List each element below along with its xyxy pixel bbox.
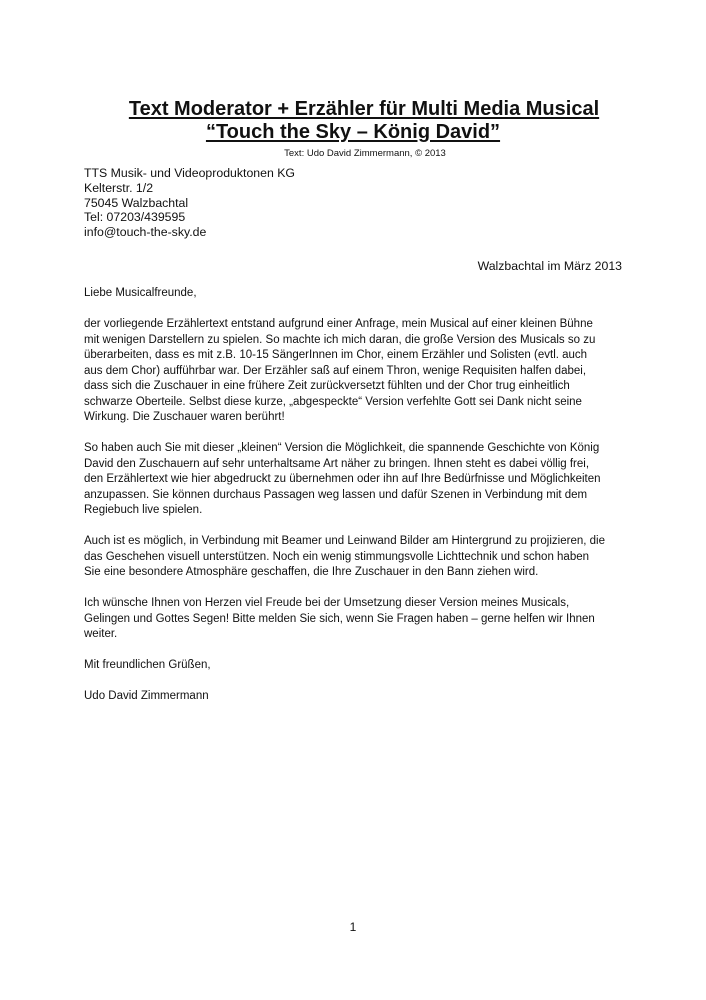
paragraph-line: Wirkung. Die Zuschauer waren berührt! (84, 411, 285, 423)
paragraph-line: Sie eine besondere Atmosphäre geschaffen, die Ihre Zuschauer in den Bann ziehen wird. (84, 566, 539, 578)
letter-body (84, 286, 629, 720)
address-street: Kelterstr. 1/2 (84, 180, 154, 195)
paragraph-line: anzupassen. Sie können durchaus Passagen weg lassen und dafür Szenen in Verbindung mit dem (84, 488, 588, 501)
paragraph-line: das Geschehen visuell unterstützen. Noch ein wenig stimmungsvolle Lichttechnik und schon haben (84, 550, 590, 563)
paragraph-line: weiter. (84, 628, 118, 640)
page-number: 1 (349, 920, 357, 934)
sender-address (84, 166, 295, 240)
paragraph-1 (84, 317, 629, 426)
paragraph-line: schwarze Oberteile. Selbst diese kurze, „abgespeckte“ Version verfehlte Gott sei Dank nicht seine (84, 395, 582, 408)
paragraph-2 (84, 441, 629, 519)
paragraph-4 (84, 596, 629, 643)
address-phone: Tel: 07203/439595 (84, 210, 186, 225)
address-email: info@touch-the-sky.de (84, 225, 207, 240)
paragraph-line: den Erzählertext wie hier abgedruckt zu übernehmen oder ihn auf Ihre Bedürfnisse und Möglichkeiten (84, 473, 601, 485)
address-company: TTS Musik- und Videoproduktonen KG (84, 166, 295, 180)
paragraph-line: der vorliegende Erzählertext entstand aufgrund einer Anfrage, mein Musical auf einer kleinen Bühne (84, 318, 593, 330)
paragraph-line: Ich wünsche Ihnen von Herzen viel Freude bei der Umsetzung dieser Version meines Musicals, (84, 597, 570, 609)
document-title-musical-name: “Touch the Sky – König David” (205, 121, 501, 143)
paragraph-line: dass sich die Zuschauer in eine frühere Zeit zurückversetzt fühlten und der Chor trug einheitlich (84, 380, 570, 392)
signature: Udo David Zimmermann (84, 690, 209, 702)
paragraph-line: überarbeiten, dass es mit z.B. 10-15 SängerInnen im Chor, einem Erzähler und Solisten (evtl. auch (84, 349, 588, 361)
paragraph-3 (84, 534, 629, 581)
paragraph-line: Regiebuch live spielen. (84, 504, 203, 516)
closing: Mit freundlichen Grüßen, (84, 659, 211, 671)
document-title: Text Moderator + Erzähler für Multi Media Musical (128, 98, 600, 120)
paragraph-line: mit wenigen Darstellern zu spielen. So machte ich mich daran, die große Version des Musicals so zu (84, 333, 596, 346)
salutation: Liebe Musicalfreunde, (84, 287, 197, 299)
title-block (60, 98, 646, 160)
paragraph-line: aus dem Chor) aufführbar war. Der Erzähler saß auf einem Thron, wenige Requisiten halfen dabei, (84, 364, 587, 377)
date-line: Walzbachtal im März 2013 (477, 259, 622, 273)
paragraph-line: Gelingen und Gottes Segen! Bitte melden Sie sich, wenn Sie Fragen haben – gerne helfen wir Ihnen (84, 612, 595, 625)
paragraph-line: So haben auch Sie mit dieser „kleinen“ Version die Möglichkeit, die spannende Geschichte von König (84, 442, 600, 454)
document-subtitle: Text: Udo David Zimmermann, © 2013 (284, 148, 446, 159)
paragraph-line: David den Zuschauern auf sehr unterhaltsame Art näher zu bringen. Ihnen steht es dabei völlig frei, (84, 457, 590, 470)
paragraph-line: Auch ist es möglich, in Verbindung mit Beamer und Leinwand Bilder am Hintergrund zu projizieren, die (84, 535, 605, 547)
address-city: 75045 Walzbachtal (84, 195, 189, 210)
